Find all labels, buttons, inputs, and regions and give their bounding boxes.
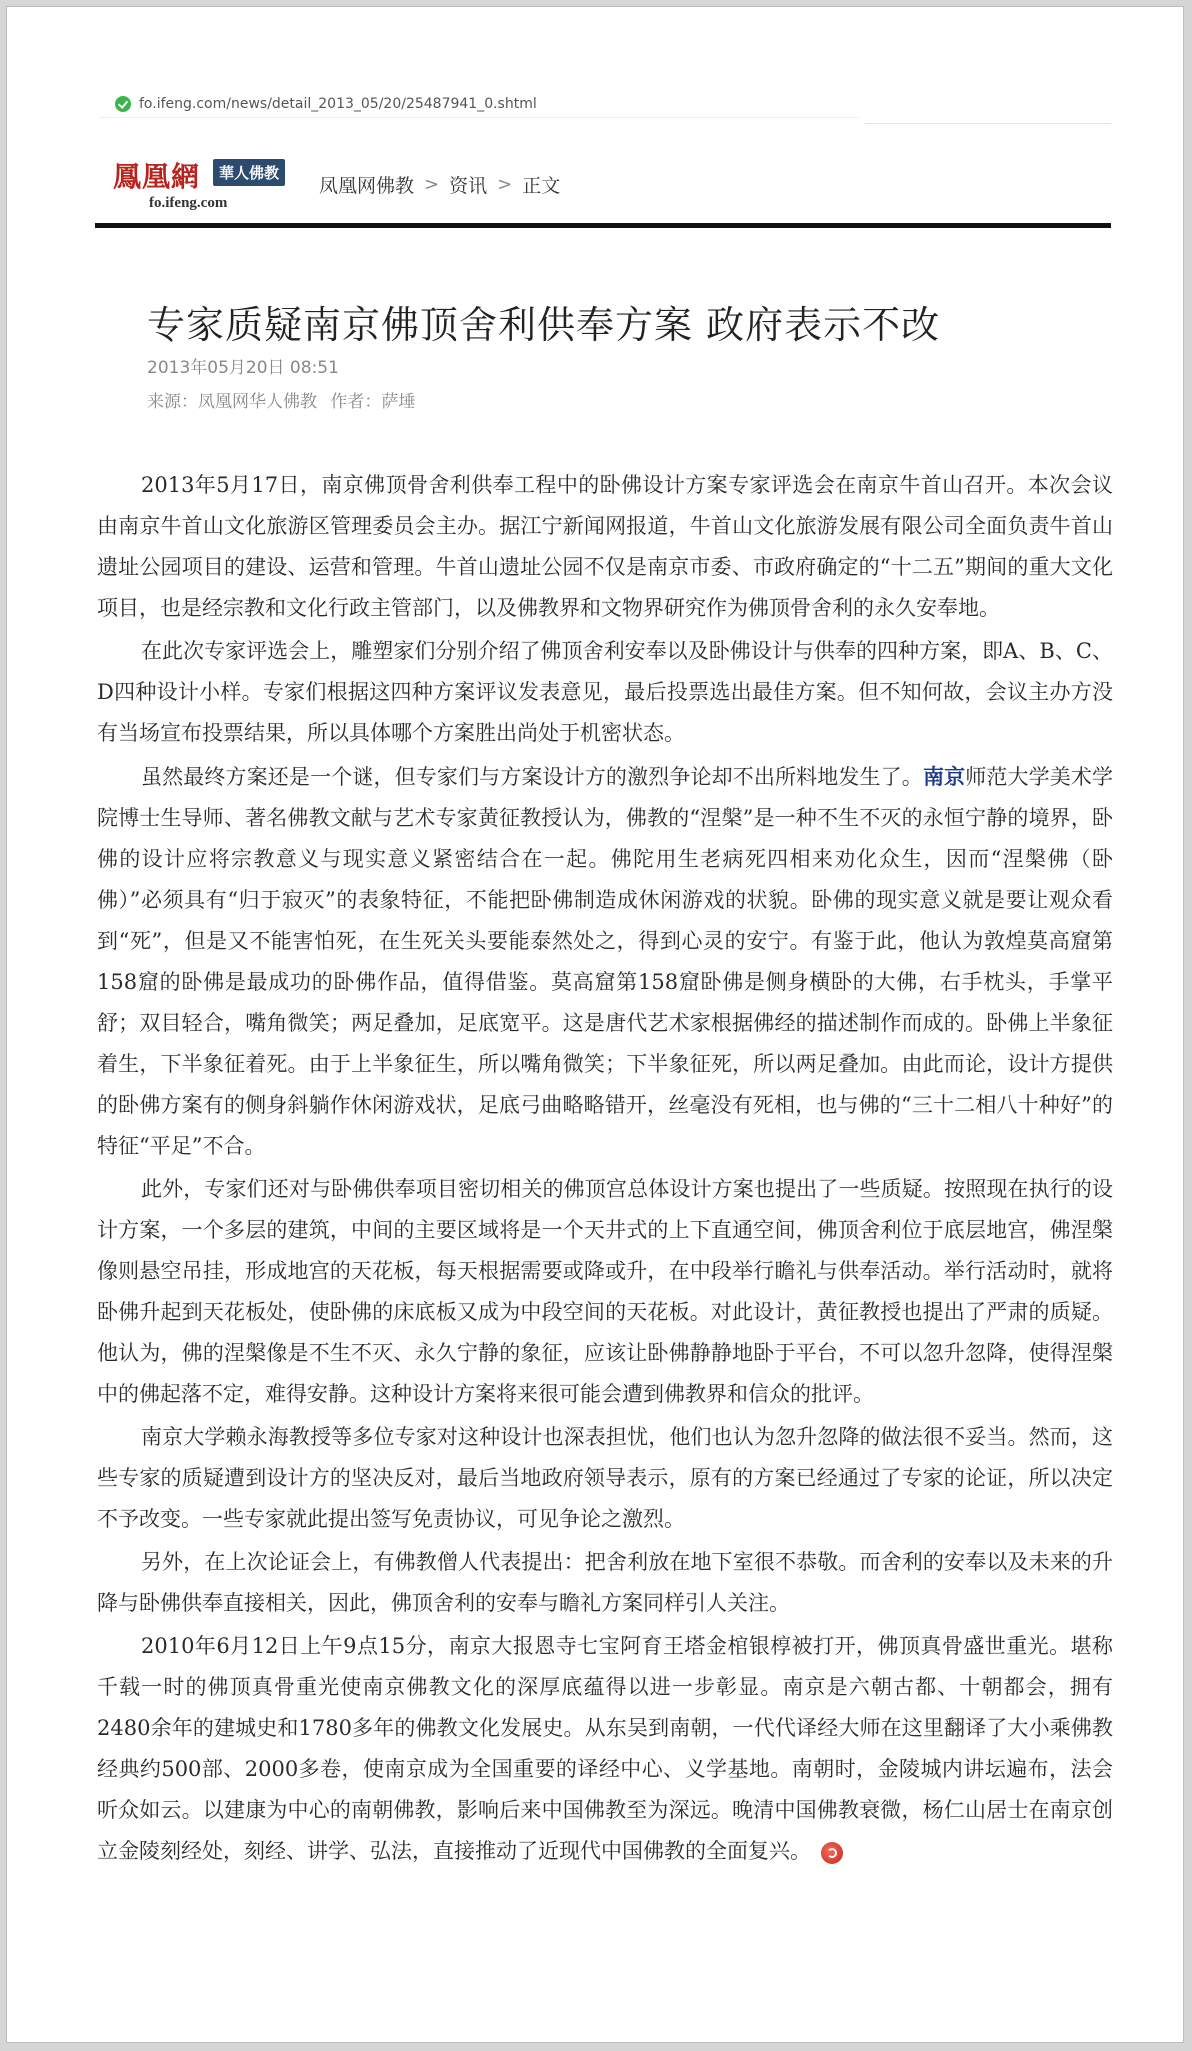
article-paragraph: 2013年5月17日，南京佛顶骨舍利供奉工程中的卧佛设计方案专家评选会在南京牛首山召开。本次会议由南京牛首山文化旅游区管理委员会主办。据江宁新闻网报道，牛首山文化旅游发展有限公司全面负责牛首山遗址公园项目的建设、运营和管理。牛首山遗址公园不仅是南京市委、市政府确定的“十二五”期间的重大文化项目，也是经宗教和文化行政主管部门，以及佛教界和文物界研究作为佛顶骨舍利的永久安奉地。	[97, 473, 1113, 620]
logo-cn-text: 鳳凰網	[113, 160, 201, 193]
article-paragraph-lead: 虽然最终方案还是一个谜，但专家们与方案设计方的激烈争论却不出所料地发生了。	[141, 765, 923, 789]
article-date: 2013年05月20日 08:51	[147, 358, 339, 378]
article-source-line	[147, 387, 423, 412]
article-paragraph	[97, 1626, 1113, 1872]
article-paragraph-text: 2010年6月12日上午9点15分，南京大报恩寺七宝阿育王塔金棺银椁被打开，佛顶真骨盛世重光。堪称千载一时的佛顶真骨重光使南京佛教文化的深厚底蕴得以进一步彰显。南京是六朝古都、十朝都会，拥有2480余年的建城史和1780多年的佛教文化发展史。从东吴到南朝，一代代译经大师在这里翻译了大小乘佛教经典约500部、2000多卷，使南京成为全国重要的译经中心、义学基地。南朝时，金陵城内讲坛遍布，法会听众如云。以建康为中心的南朝佛教，影响后来中国佛教至为深远。晚清中国佛教衰微，杨仁山居士在南京创立金陵刻经处，刻经、讲学、弘法，直接推动了近现代中国佛教的全面复兴。	[97, 1634, 1113, 1863]
page-frame	[6, 6, 1184, 2043]
keyword-link-nanjing[interactable]: 南京	[922, 764, 966, 789]
logo-domain: fo.ifeng.com	[149, 195, 228, 211]
article-paragraph: 在此次专家评选会上，雕塑家们分别介绍了佛顶舍利安奉以及卧佛设计与供奉的四种方案，即A、B、C、D四种设计小样。专家们根据这四种方案评议发表意见，最后投票选出最佳方案。但不知何故，会议主办方没有当场宣布投票结果，所以具体哪个方案胜出尚处于机密状态。	[97, 639, 1113, 745]
article-title: 专家质疑南京佛顶舍利供奉方案 政府表示不改	[147, 303, 941, 348]
chevron-right-icon: >	[497, 174, 513, 195]
article-source: 来源：凤凰网华人佛教	[147, 392, 317, 412]
breadcrumb-item-current: 正文	[522, 175, 561, 197]
article-paragraph: 南京大学赖永海教授等多位专家对这种设计也深表担忧，他们也认为忽升忽降的做法很不妥当。然而，这些专家的质疑遭到设计方的坚决反对，最后当地政府领导表示，原有的方案已经通过了专家的论证，所以决定不予改变。一些专家就此提出签写免责协议，可见争论之激烈。	[97, 1425, 1113, 1531]
url-text[interactable]: fo.ifeng.com/news/detail_2013_05/20/25487941_0.shtml	[139, 96, 537, 112]
chevron-right-icon: >	[424, 174, 440, 195]
ifeng-end-mark-icon	[821, 1842, 843, 1864]
article-paragraph: 另外，在上次论证会上，有佛教僧人代表提出：把舍利放在地下室很不恭敬。而舍利的安奉以及未来的升降与卧佛供奉直接相关，因此，佛顶舍利的安奉与瞻礼方案同样引人关注。	[97, 1550, 1113, 1615]
urlbar-divider	[865, 123, 1111, 124]
secure-shield-icon	[115, 96, 131, 112]
article-paragraph: 此外，专家们还对与卧佛供奉项目密切相关的佛顶宫总体设计方案也提出了一些质疑。按照现在执行的设计方案，一个多层的建筑，中间的主要区域将是一个天井式的上下直通空间，佛顶舍利位于底层地宫，佛涅槃像则悬空吊挂，形成地宫的天花板，每天根据需要或降或升，在中段举行瞻礼与供奉活动。举行活动时，就将卧佛升起到天花板处，使卧佛的床底板又成为中段空间的天花板。对此设计，黄征教授也提出了严肃的质疑。他认为，佛的涅槃像是不生不灭、永久宁静的象征，应该让卧佛静静地卧于平台，不可以忽升忽降，使得涅槃中的佛起落不定，难得安静。这种设计方案将来很可能会遭到佛教界和信众的批评。	[97, 1177, 1113, 1406]
breadcrumb-item-news[interactable]: 资讯	[449, 175, 488, 197]
article-paragraph	[97, 756, 1113, 1167]
site-header	[95, 145, 1111, 225]
address-bar[interactable]	[99, 91, 859, 118]
article-author: 作者：萨埵	[330, 392, 416, 412]
breadcrumb-item-buddhism[interactable]: 凤凰网佛教	[319, 175, 415, 197]
ifeng-logo[interactable]	[113, 155, 295, 213]
header-divider	[95, 223, 1111, 228]
article-body	[97, 465, 1113, 1874]
article-paragraph-rest: 师范大学美术学院博士生导师、著名佛教文献与艺术专家黄征教授认为，佛教的“涅槃”是一种不生不灭的永恒宁静的境界，卧佛的设计应将宗教意义与现实意义紧密结合在一起。佛陀用生老病死四相来劝化众生，因而“涅槃佛（卧佛）”必须具有“归于寂灭”的表象特征，不能把卧佛制造成休闲游戏的状貌。卧佛的现实意义就是要让观众看到“死”，但是又不能害怕死，在生死关头要能泰然处之，得到心灵的安宁。有鉴于此，他认为敦煌莫高窟第158窟的卧佛是最成功的卧佛作品，值得借鉴。莫高窟第158窟卧佛是侧身横卧的大佛，右手枕头，手掌平舒；双目轻合，嘴角微笑；两足叠加，足底宽平。这是唐代艺术家根据佛经的描述制作而成的。卧佛上半象征着生，下半象征着死。由于上半象征生，所以嘴角微笑；下半象征死，所以两足叠加。由此而论，设计方提供的卧佛方案有的侧身斜躺作休闲游戏状，足底弓曲略略错开，丝毫没有死相，也与佛的“三十二相八十种好”的特征“平足”不合。	[97, 765, 1114, 1158]
breadcrumb	[319, 171, 560, 198]
logo-badge: 華人佛教	[213, 159, 285, 186]
